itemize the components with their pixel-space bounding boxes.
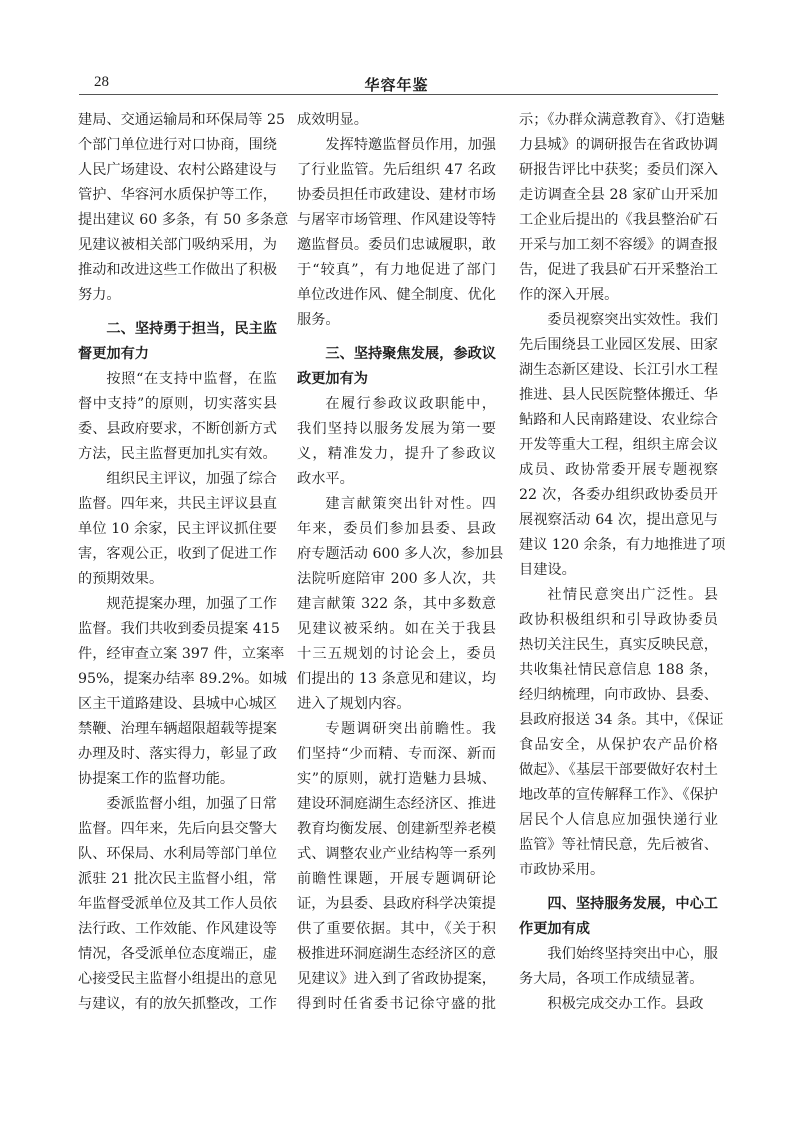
text-line: 单位改进作风、健全制度、优化 xyxy=(297,287,496,303)
paragraph xyxy=(78,467,277,592)
text-line: 经归纳梳理，向市政协、县委、 xyxy=(519,687,718,703)
text-line: 开采与加工刻不容缓》的调查报 xyxy=(519,237,718,253)
text-line: 队、环保局、水利局等部门单位 xyxy=(78,846,277,862)
text-line: 年来，委员们参加县委、县政 xyxy=(297,521,496,537)
text-line: 心接受民主监督小组提出的意见 xyxy=(78,971,277,987)
paragraph xyxy=(297,717,496,1017)
text-line: 社情民意突出广泛性。县 xyxy=(547,587,718,603)
paragraph xyxy=(297,392,496,492)
text-line: 法行政、工作效能、作风建设等 xyxy=(78,921,277,937)
text-line: 年监督受派单位及其工作人员依 xyxy=(78,896,277,912)
text-line: 单位 10 余家，民主评议抓住要 xyxy=(78,521,277,537)
paragraph xyxy=(519,992,718,1017)
text-column-2 xyxy=(297,108,504,1017)
text-line: 供了重要依据。其中，《关于积 xyxy=(297,921,496,937)
text-line: 展视察活动 64 次，提出意见与 xyxy=(519,512,718,528)
text-line: 95%，提案办结率 89.2%。如城 xyxy=(78,671,287,687)
text-column-3 xyxy=(519,108,726,1017)
text-line: 十三五规划的讨论会上，委员 xyxy=(297,646,496,662)
text-line: 服务。 xyxy=(297,312,340,328)
paragraph xyxy=(519,308,726,583)
section-heading xyxy=(78,317,277,367)
text-line: 二、坚持勇于担当，民主监 xyxy=(106,321,277,337)
text-line: 禁鞭、治理车辆超限超载等提案 xyxy=(78,721,277,737)
text-line: 于“较真”，有力地促进了部门 xyxy=(297,262,496,278)
text-line: 派驻 21 批次民主监督小组，常 xyxy=(78,871,277,887)
text-line: 发挥特邀监督员作用，加强 xyxy=(325,137,496,153)
text-line: 极推进环洞庭湖生态经济区的意 xyxy=(297,946,496,962)
text-line: 政协积极组织和引导政协委员 xyxy=(519,612,718,628)
text-line: 告，促进了我县矿石开采整治工 xyxy=(519,262,718,278)
text-line: 食品安全，从保护农产品价格 xyxy=(519,737,718,753)
text-line: 见建议被采纳。如在关于我县 xyxy=(297,621,496,637)
text-line: 规范提案办理，加强了工作 xyxy=(106,596,277,612)
section-heading xyxy=(519,892,718,942)
text-line: 政更加有为 xyxy=(297,371,368,387)
text-line: 提出建议 60 多条，有 50 多条意 xyxy=(78,212,289,228)
text-line: 地改革的宣传解释工作》、《保护 xyxy=(519,787,718,803)
paragraph xyxy=(297,492,504,717)
text-line: 协提案工作的监督功能。 xyxy=(78,771,235,787)
page-number: 28 xyxy=(94,74,109,90)
text-line: 教育均衡发展、创建新型养老模 xyxy=(297,821,496,837)
text-line: 湖生态新区建设、长江引水工程 xyxy=(519,362,718,378)
text-line: 热切关注民生，真实反映民意， xyxy=(519,637,718,653)
text-line: 建局、交通运输局和环保局等 25 xyxy=(78,112,286,128)
text-line: 工企业后提出的《我县整治矿石 xyxy=(519,212,718,228)
text-line: 示；《办群众满意教育》、《打造魅 xyxy=(519,112,725,128)
text-line: 督中支持”的原则，切实落实县 xyxy=(78,396,277,412)
text-line: 走访调查全县 28 家矿山开采加 xyxy=(519,187,718,203)
text-line: 管护、华容河水质保护等工作， xyxy=(78,187,277,203)
section-heading xyxy=(297,342,496,392)
paragraph xyxy=(78,792,277,1017)
header-rule xyxy=(79,94,718,95)
text-line: 的预期效果。 xyxy=(78,571,164,587)
paragraph xyxy=(519,942,718,992)
text-line: 方法，民主监督更加扎实有效。 xyxy=(78,446,277,462)
text-line: 监管》等社情民意，先后被省、 xyxy=(519,837,718,853)
text-line: 作的深入开展。 xyxy=(519,287,619,303)
text-line: 件，经审查立案 397 件，立案率 xyxy=(78,646,285,662)
text-line: 推动和改进这些工作做出了积极 xyxy=(78,262,277,278)
text-line: 义，精准发力，提升了参政议 xyxy=(297,446,496,462)
text-line: 政水平。 xyxy=(297,471,354,487)
text-line: 办理及时、落实得力，彰显了政 xyxy=(78,746,277,762)
text-line: 了行业监管。先后组织 47 名政 xyxy=(297,162,496,178)
text-line: 四、坚持服务发展，中心工 xyxy=(547,896,718,912)
text-line: 务大局，各项工作成绩显著。 xyxy=(519,971,704,987)
text-line: 府专题活动 600 多人次，参加县 xyxy=(297,546,504,562)
text-line: 见建议》进入到了省政协提案， xyxy=(297,971,496,987)
text-line: 县政府报送 34 条。其中，《保证 xyxy=(519,712,724,728)
paragraph xyxy=(78,108,289,308)
paragraph xyxy=(519,583,724,883)
text-line: 害，客观公正，收到了促进工作 xyxy=(78,546,277,562)
text-line: 建设环洞庭湖生态经济区、推进 xyxy=(297,796,496,812)
text-line: 进入了规划内容。 xyxy=(297,696,411,712)
text-line: 力县城》的调研报告在省政协调 xyxy=(519,137,718,153)
text-line: 监督。四年来，先后向县交警大 xyxy=(78,821,277,837)
paragraph xyxy=(519,108,725,308)
text-line: 前瞻性课题，开展专题调研论 xyxy=(297,871,496,887)
text-line: 督更加有力 xyxy=(78,346,149,362)
text-line: 委员视察突出实效性。我们 xyxy=(547,312,718,328)
text-line: 法院听庭陪审 200 多人次，共 xyxy=(297,571,496,587)
text-line: 作更加有成 xyxy=(519,921,590,937)
text-line: 证，为县委、县政府科学决策提 xyxy=(297,896,496,912)
text-line: 先后围绕县工业园区发展、田家 xyxy=(519,337,718,353)
text-line: 监督。四年来，共民主评议县直 xyxy=(78,496,277,512)
text-line: 协委员担任市政建设、建材市场 xyxy=(297,187,496,203)
text-column-1 xyxy=(78,108,289,1017)
text-line: 组织民主评议，加强了综合 xyxy=(106,471,277,487)
text-line: 区主干道路建设、县城中心城区 xyxy=(78,696,277,712)
text-line: 监督。我们共收到委员提案 415 xyxy=(78,621,280,637)
text-line: 居民个人信息应加强快递行业 xyxy=(519,812,718,828)
text-line: 按照“在支持中监督，在监 xyxy=(106,371,277,387)
paragraph xyxy=(297,108,496,133)
text-line: 鲇路和人民南路建设、农业综合 xyxy=(519,412,718,428)
text-line: 人民广场建设、农村公路建设与 xyxy=(78,162,277,178)
text-line: 我们坚持以服务发展为第一要 xyxy=(297,421,496,437)
paragraph xyxy=(78,367,277,467)
text-line: 三、坚持聚焦发展，参政议 xyxy=(325,346,496,362)
text-line: 努力。 xyxy=(78,287,121,303)
text-line: 们坚持“少而精、专而深、新而 xyxy=(297,746,496,762)
text-line: 邀监督员。委员们忠诚履职，敢 xyxy=(297,237,496,253)
text-line: 共收集社情民意信息 188 条， xyxy=(519,662,718,678)
text-line: 开发等重大工程，组织主席会议 xyxy=(519,437,718,453)
text-line: 成员、政协常委开展专题视察 xyxy=(519,462,718,478)
text-line: 情况，各受派单位态度端正，虚 xyxy=(78,946,277,962)
text-line: 推进、县人民医院整体搬迁、华 xyxy=(519,387,718,403)
text-line: 建议 120 余条，有力地推进了项 xyxy=(519,537,726,553)
text-line: 与建议，有的放矢抓整改，工作 xyxy=(78,996,277,1012)
text-line: 我们始终坚持突出中心，服 xyxy=(547,946,718,962)
text-line: 在履行参政议政职能中， xyxy=(325,396,496,412)
text-line: 委派监督小组，加强了日常 xyxy=(106,796,277,812)
text-line: 个部门单位进行对口协商，围绕 xyxy=(78,137,277,153)
text-line: 式、调整农业产业结构等一系列 xyxy=(297,846,496,862)
text-line: 委、县政府要求，不断创新方式 xyxy=(78,421,277,437)
text-line: 做起》、《基层干部要做好农村土 xyxy=(519,762,718,778)
running-title: 华容年鉴 xyxy=(364,76,429,94)
text-line: 积极完成交办工作。县政 xyxy=(547,996,704,1012)
text-line: 建言献策突出针对性。四 xyxy=(325,496,496,512)
text-line: 见建议被相关部门吸纳采用，为 xyxy=(78,237,277,253)
text-line: 得到时任省委书记徐守盛的批 xyxy=(297,996,496,1012)
text-line: 们提出的 13 条意见和建议，均 xyxy=(297,671,496,687)
text-line: 成效明显。 xyxy=(297,112,368,128)
text-line: 市政协采用。 xyxy=(519,862,605,878)
text-line: 建言献策 322 条，其中多数意 xyxy=(297,596,496,612)
paragraph xyxy=(78,592,287,792)
text-line: 与屠宰市场管理、作风建设等特 xyxy=(297,212,496,228)
text-line: 22 次，各委办组织政协委员开 xyxy=(519,487,718,503)
text-line: 研报告评比中获奖；委员们深入 xyxy=(519,162,718,178)
text-line: 实”的原则，就打造魅力县城、 xyxy=(297,771,496,787)
paragraph xyxy=(297,133,496,333)
text-line: 目建设。 xyxy=(519,562,576,578)
text-line: 专题调研突出前瞻性。我 xyxy=(325,721,496,737)
